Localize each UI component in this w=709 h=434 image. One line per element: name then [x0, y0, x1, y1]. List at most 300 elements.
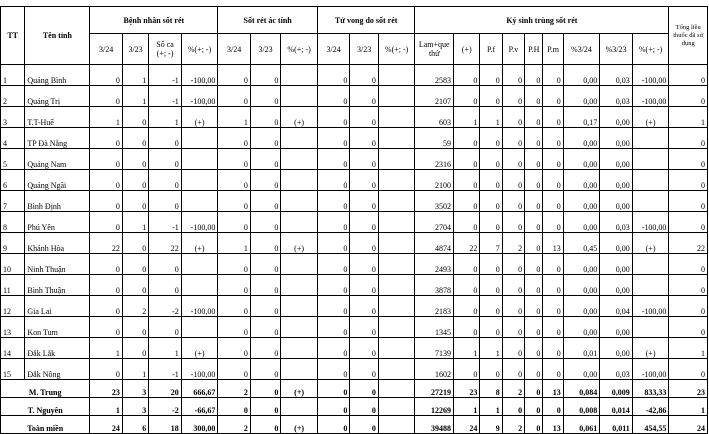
total-cell: 12269 — [415, 398, 454, 416]
table-cell: 0 — [350, 65, 378, 86]
table-cell: 0 — [454, 149, 480, 170]
total-cell: -66,67 — [181, 398, 218, 416]
province-name: Bình Định — [25, 191, 90, 212]
table-cell: 1 — [122, 65, 148, 86]
table-cell: 0 — [250, 149, 280, 170]
table-cell: 1602 — [415, 359, 454, 380]
province-name: TP Đà Nẵng — [25, 128, 90, 149]
table-cell: 0 — [90, 128, 123, 149]
table-cell: (+) — [632, 338, 669, 359]
table-cell: 0 — [454, 128, 480, 149]
table-cell — [632, 149, 669, 170]
table-cell: 0 — [480, 65, 502, 86]
table-cell: 0 — [218, 212, 251, 233]
table-cell: 0 — [669, 149, 708, 170]
table-cell: 0 — [122, 338, 148, 359]
table-cell: 603 — [415, 107, 454, 128]
table-cell: 0,00 — [600, 170, 633, 191]
total-cell: 1 — [90, 398, 123, 416]
table-cell: 1 — [149, 107, 182, 128]
table-cell: 1 — [122, 212, 148, 233]
table-cell: 0 — [454, 275, 480, 296]
table-cell: (+) — [181, 233, 218, 254]
total-cell — [378, 380, 415, 398]
table-cell: 0 — [250, 275, 280, 296]
table-cell: 0 — [543, 296, 563, 317]
total-cell: 0 — [317, 416, 350, 434]
table-cell — [378, 212, 415, 233]
table-cell — [378, 359, 415, 380]
total-cell — [378, 416, 415, 434]
table-cell: 0,45 — [563, 233, 600, 254]
table-row — [1, 212, 708, 233]
table-cell: 0 — [122, 170, 148, 191]
table-cell: 0,00 — [563, 86, 600, 107]
table-cell — [378, 191, 415, 212]
table-cell: 0 — [543, 191, 563, 212]
table-cell: -100,00 — [181, 65, 218, 86]
total-cell: -2 — [149, 398, 182, 416]
table-cell: 0,00 — [600, 317, 633, 338]
table-cell: 0 — [122, 275, 148, 296]
table-cell — [378, 275, 415, 296]
total-cell: 13 — [543, 416, 563, 434]
table-cell: 0 — [250, 338, 280, 359]
table-cell — [181, 128, 218, 149]
total-cell: 2 — [502, 380, 524, 398]
table-cell: 0 — [480, 128, 502, 149]
table-row — [1, 359, 708, 380]
table-cell: -100,00 — [632, 65, 669, 86]
table-cell: 0 — [480, 296, 502, 317]
table-cell: 0 — [454, 191, 480, 212]
table-cell — [181, 275, 218, 296]
table-cell: 0 — [90, 359, 123, 380]
table-cell: 59 — [415, 128, 454, 149]
total-cell: 0 — [250, 416, 280, 434]
total-cell: 8 — [480, 380, 502, 398]
table-cell: 0 — [90, 254, 123, 275]
table-cell — [378, 86, 415, 107]
table-cell: 3502 — [415, 191, 454, 212]
table-cell — [281, 254, 318, 275]
table-cell: 2583 — [415, 65, 454, 86]
total-cell: 0 — [250, 380, 280, 398]
table-cell: 2107 — [415, 86, 454, 107]
header-province: Tên tỉnh — [25, 7, 90, 65]
province-name: Ninh Thuận — [25, 254, 90, 275]
table-cell: 0 — [350, 233, 378, 254]
table-cell: 0 — [317, 233, 350, 254]
table-cell: -100,00 — [181, 212, 218, 233]
table-cell: 2704 — [415, 212, 454, 233]
table-cell: 0,01 — [563, 338, 600, 359]
table-cell — [632, 317, 669, 338]
table-cell: 0 — [317, 65, 350, 86]
table-cell: 0 — [218, 338, 251, 359]
table-row — [1, 107, 708, 128]
sub-header: 3/24 — [218, 34, 251, 65]
total-label: T. Nguyên — [1, 398, 90, 416]
total-cell: 833,33 — [632, 380, 669, 398]
table-cell: 0 — [543, 338, 563, 359]
table-cell: 0 — [480, 359, 502, 380]
header-tt: TT — [1, 7, 25, 65]
table-row — [1, 338, 708, 359]
total-cell: 1 — [480, 398, 502, 416]
table-cell: 0 — [90, 65, 123, 86]
table-cell: 0,00 — [600, 128, 633, 149]
table-cell: 0 — [525, 275, 543, 296]
table-cell — [281, 86, 318, 107]
table-cell: 0 — [218, 149, 251, 170]
table-cell: 13 — [543, 233, 563, 254]
table-cell: 0,03 — [600, 212, 633, 233]
total-cell: 0,014 — [600, 398, 633, 416]
table-cell: 0,00 — [600, 149, 633, 170]
table-cell: 0 — [502, 254, 524, 275]
table-cell: 4874 — [415, 233, 454, 254]
sub-header: %3/23 — [600, 34, 633, 65]
table-cell: 0 — [350, 149, 378, 170]
table-cell: 0 — [350, 128, 378, 149]
total-cell: 0,009 — [600, 380, 633, 398]
table-cell: 0 — [502, 65, 524, 86]
total-cell: -42,86 — [632, 398, 669, 416]
table-cell: 0 — [317, 275, 350, 296]
table-cell: 0 — [525, 254, 543, 275]
table-cell: -100,00 — [632, 86, 669, 107]
row-index: 1 — [1, 65, 25, 86]
total-cell: 0 — [350, 398, 378, 416]
row-index: 13 — [1, 317, 25, 338]
table-cell: 0 — [543, 317, 563, 338]
table-cell — [281, 359, 318, 380]
table-cell: (+) — [632, 233, 669, 254]
table-cell: 0 — [317, 296, 350, 317]
header-severe: Sốt rét ác tính — [218, 7, 318, 34]
table-cell: 0,03 — [600, 86, 633, 107]
total-cell: 0 — [350, 416, 378, 434]
table-cell: 0 — [250, 359, 280, 380]
table-cell: 0 — [525, 149, 543, 170]
table-cell: 2100 — [415, 170, 454, 191]
sub-header: Lam+que thử — [415, 34, 454, 65]
total-cell: 0 — [525, 380, 543, 398]
row-index: 2 — [1, 86, 25, 107]
table-cell: 0 — [454, 317, 480, 338]
table-cell: 0 — [350, 170, 378, 191]
table-cell: 0 — [669, 65, 708, 86]
province-name: Quảng Trị — [25, 86, 90, 107]
total-cell: 0,084 — [563, 380, 600, 398]
row-index: 12 — [1, 296, 25, 317]
table-cell: 0 — [543, 359, 563, 380]
row-index: 7 — [1, 191, 25, 212]
table-cell — [181, 149, 218, 170]
total-cell: 1 — [454, 398, 480, 416]
table-cell: 0 — [317, 128, 350, 149]
table-cell: 0 — [669, 359, 708, 380]
province-name: Bình Thuận — [25, 275, 90, 296]
header-deaths: Tử vong do sốt rét — [317, 7, 415, 34]
table-row — [1, 233, 708, 254]
total-cell: 27219 — [415, 380, 454, 398]
table-cell: 0 — [480, 170, 502, 191]
row-index: 15 — [1, 359, 25, 380]
table-cell: 0 — [90, 296, 123, 317]
sub-header: P.v — [502, 34, 524, 65]
table-cell: 0 — [502, 191, 524, 212]
table-cell: -1 — [149, 359, 182, 380]
table-cell: -100,00 — [632, 212, 669, 233]
table-cell: 0 — [350, 338, 378, 359]
table-cell: 0 — [480, 149, 502, 170]
total-label: M. Trung — [1, 380, 90, 398]
table-cell: 0 — [543, 275, 563, 296]
sub-header: %(+; -) — [181, 34, 218, 65]
table-cell: 0 — [350, 275, 378, 296]
table-cell — [181, 317, 218, 338]
table-cell — [281, 296, 318, 317]
table-cell: 0 — [525, 65, 543, 86]
table-cell: 0 — [250, 65, 280, 86]
table-cell: 0 — [525, 191, 543, 212]
table-cell — [281, 65, 318, 86]
sub-header: Số ca (+; -) — [149, 34, 182, 65]
table-cell: 0 — [90, 149, 123, 170]
total-cell: 0,011 — [600, 416, 633, 434]
table-cell: -2 — [149, 296, 182, 317]
table-cell: 0 — [250, 191, 280, 212]
table-cell: 0 — [480, 86, 502, 107]
table-cell: 0 — [543, 107, 563, 128]
row-index: 10 — [1, 254, 25, 275]
table-cell: 0 — [454, 212, 480, 233]
table-cell: 0 — [543, 86, 563, 107]
table-cell: 0 — [502, 338, 524, 359]
table-cell: 0 — [90, 170, 123, 191]
table-cell: 0 — [669, 296, 708, 317]
table-cell — [281, 275, 318, 296]
total-cell — [378, 398, 415, 416]
total-cell: 0 — [317, 380, 350, 398]
table-cell: 0,17 — [563, 107, 600, 128]
table-cell: 1 — [669, 338, 708, 359]
table-cell: 0 — [218, 128, 251, 149]
table-cell: 0 — [149, 128, 182, 149]
table-cell: 1 — [480, 338, 502, 359]
table-cell: 1 — [669, 107, 708, 128]
table-cell: 0 — [525, 212, 543, 233]
sub-header: %3/24 — [563, 34, 600, 65]
table-cell: 0 — [149, 191, 182, 212]
table-cell: -1 — [149, 65, 182, 86]
table-cell: 0 — [502, 275, 524, 296]
total-label: Toàn miền — [1, 416, 90, 434]
total-cell: 39488 — [415, 416, 454, 434]
table-cell: 0 — [122, 107, 148, 128]
total-cell: 666,67 — [181, 380, 218, 398]
table-cell: (+) — [281, 233, 318, 254]
table-cell: 0,00 — [600, 191, 633, 212]
total-cell: 0,061 — [563, 416, 600, 434]
table-cell: 0 — [525, 317, 543, 338]
total-row — [1, 380, 708, 398]
sub-header: 3/23 — [122, 34, 148, 65]
table-cell: -100,00 — [181, 296, 218, 317]
total-cell: 1 — [669, 398, 708, 416]
total-cell: 24 — [454, 416, 480, 434]
table-cell: -100,00 — [632, 359, 669, 380]
table-cell: 0 — [525, 86, 543, 107]
table-cell: 0 — [502, 170, 524, 191]
table-cell — [281, 317, 318, 338]
table-cell: 0 — [250, 86, 280, 107]
table-cell: -1 — [149, 212, 182, 233]
table-cell: 0 — [350, 254, 378, 275]
table-cell: 0 — [122, 128, 148, 149]
table-cell: 1 — [454, 107, 480, 128]
province-name: Gia Lai — [25, 296, 90, 317]
table-cell: 0 — [502, 317, 524, 338]
table-cell: 0 — [454, 170, 480, 191]
table-cell: 0 — [480, 275, 502, 296]
total-cell: 0 — [525, 398, 543, 416]
table-cell — [632, 170, 669, 191]
total-cell: 0 — [543, 398, 563, 416]
table-cell: 1 — [149, 338, 182, 359]
total-cell: (+) — [281, 416, 318, 434]
total-cell: 24 — [669, 416, 708, 434]
table-cell: 0 — [218, 359, 251, 380]
row-index: 8 — [1, 212, 25, 233]
sub-header: %(+; -) — [281, 34, 318, 65]
total-cell: (+) — [281, 380, 318, 398]
table-cell: 0 — [669, 254, 708, 275]
table-cell: 1 — [480, 107, 502, 128]
table-cell: 0 — [543, 128, 563, 149]
table-cell: 0 — [250, 296, 280, 317]
table-cell: 0 — [317, 212, 350, 233]
province-name: Đắk Nông — [25, 359, 90, 380]
table-cell: -100,00 — [181, 359, 218, 380]
total-cell: 2 — [502, 416, 524, 434]
table-cell: -100,00 — [632, 296, 669, 317]
province-name: Quảng Nam — [25, 149, 90, 170]
table-cell: 22 — [669, 233, 708, 254]
sub-header: P.m — [543, 34, 563, 65]
table-cell: 0 — [480, 317, 502, 338]
total-cell: 0,008 — [563, 398, 600, 416]
table-cell: 0 — [317, 86, 350, 107]
table-cell: 3878 — [415, 275, 454, 296]
table-cell — [281, 149, 318, 170]
total-row — [1, 398, 708, 416]
table-cell: 0 — [543, 65, 563, 86]
table-cell: 0 — [669, 317, 708, 338]
total-cell: 0 — [317, 398, 350, 416]
total-cell: 2 — [218, 416, 251, 434]
table-cell: 0 — [525, 128, 543, 149]
table-cell: 0 — [502, 149, 524, 170]
table-cell: 0 — [90, 212, 123, 233]
total-cell: 2 — [218, 380, 251, 398]
table-cell: 0,00 — [600, 338, 633, 359]
total-cell: 6 — [122, 416, 148, 434]
table-cell: 1 — [454, 338, 480, 359]
table-row — [1, 296, 708, 317]
table-cell: 0,00 — [563, 275, 600, 296]
table-cell: 0 — [350, 86, 378, 107]
table-cell — [281, 212, 318, 233]
total-cell: 23 — [90, 380, 123, 398]
province-name: T.T-Huế — [25, 107, 90, 128]
table-cell: 7 — [480, 233, 502, 254]
table-cell: 0,00 — [563, 170, 600, 191]
table-cell: 0 — [525, 233, 543, 254]
table-cell: 0 — [525, 359, 543, 380]
total-cell: 13 — [543, 380, 563, 398]
sub-header: 3/23 — [350, 34, 378, 65]
row-index: 4 — [1, 128, 25, 149]
table-row — [1, 128, 708, 149]
table-cell: 0 — [525, 107, 543, 128]
table-row — [1, 149, 708, 170]
table-cell: 0 — [502, 107, 524, 128]
table-cell: 0 — [90, 191, 123, 212]
province-name: Phú Yên — [25, 212, 90, 233]
table-cell: 0 — [350, 212, 378, 233]
table-cell — [378, 296, 415, 317]
table-cell: 0 — [502, 128, 524, 149]
table-cell: 1 — [122, 359, 148, 380]
table-cell: 0,00 — [600, 275, 633, 296]
table-cell: 0 — [218, 254, 251, 275]
table-cell: 0 — [218, 65, 251, 86]
table-cell — [181, 170, 218, 191]
total-cell: 300,00 — [181, 416, 218, 434]
sub-header: P.H — [525, 34, 543, 65]
malaria-report-table — [0, 6, 708, 434]
table-cell: 0 — [502, 296, 524, 317]
table-cell — [181, 254, 218, 275]
table-cell: 0 — [525, 296, 543, 317]
total-cell: 0 — [350, 380, 378, 398]
table-cell: 0,00 — [563, 254, 600, 275]
table-cell: 0 — [669, 275, 708, 296]
table-row — [1, 170, 708, 191]
table-cell: 0 — [350, 296, 378, 317]
table-cell: 0 — [317, 191, 350, 212]
table-cell: 22 — [90, 233, 123, 254]
table-cell: 0 — [250, 170, 280, 191]
table-cell — [281, 128, 318, 149]
table-cell: 0 — [218, 191, 251, 212]
table-cell: 0,03 — [600, 359, 633, 380]
table-cell: 0 — [90, 275, 123, 296]
sub-header: (+) — [454, 34, 480, 65]
table-cell: 0 — [525, 338, 543, 359]
table-cell: 0 — [218, 86, 251, 107]
sub-header: 3/23 — [250, 34, 280, 65]
table-cell: 0 — [454, 254, 480, 275]
table-cell: 0 — [149, 254, 182, 275]
total-cell: 0 — [218, 398, 251, 416]
table-cell — [281, 170, 318, 191]
table-cell: 0 — [90, 86, 123, 107]
table-cell — [378, 317, 415, 338]
